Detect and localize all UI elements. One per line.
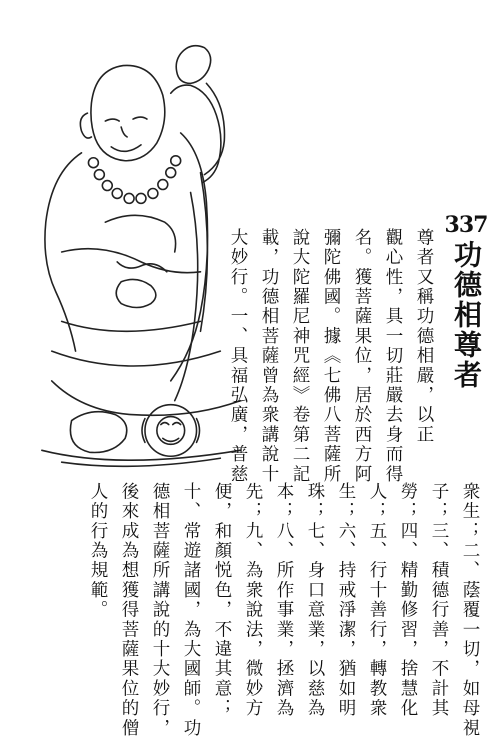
text-column: 生；六、持戒淨潔，猶如明 — [336, 482, 356, 719]
text-column: 說大陀羅尼神咒經》卷第二記 — [290, 228, 310, 485]
text-column: 後來成為想獲得菩薩果位的僧 — [119, 482, 139, 739]
text-column: 德相菩薩所講說的十大妙行， — [150, 482, 170, 739]
entry-number: 337 — [444, 212, 488, 238]
text-column: 大妙行。一、具福弘廣，普慈 — [228, 228, 248, 485]
text-column: 便，和顏悦色，不違其意； — [212, 482, 232, 719]
entry-name: 功德相尊者 — [450, 240, 483, 390]
legs — [52, 381, 240, 415]
base — [42, 450, 240, 460]
text-column: 珠；七、身口意業，以慈為 — [305, 482, 325, 719]
arhat-illustration — [22, 22, 260, 474]
text-column: 人；五、行十善行，轉教衆 — [367, 482, 387, 719]
text-column: 本；八、所作事業，拯濟為 — [274, 482, 294, 719]
text-column: 尊者又稱功德相嚴，以正 — [414, 228, 434, 445]
text-column: 勞；四、精勤修習，捨慧化 — [398, 482, 418, 719]
text-column: 彌陀佛國。據《七佛八菩薩所 — [321, 228, 341, 485]
text-column: 載，功德相菩薩曾為衆講說十 — [259, 228, 279, 485]
raised-hand — [176, 46, 210, 84]
text-column: 人的行為規範。 — [88, 482, 108, 620]
lowered-hand — [116, 279, 156, 307]
text-column: 十、常遊諸國，為大國師。功 — [181, 482, 201, 739]
entry-title — [444, 212, 488, 390]
text-column: 名。獲菩薩果位，居於西方阿 — [352, 228, 372, 485]
text-column: 先；九、為衆說法，微妙方 — [243, 482, 263, 719]
text-column: 衆生；二、蔭覆一切，如母視 — [460, 482, 480, 739]
bead-necklace — [88, 156, 180, 204]
head — [91, 65, 165, 160]
text-column: 觀心性，具一切莊嚴去身而得 — [383, 228, 403, 485]
text-column: 子；三、積德行善，不計其 — [429, 482, 449, 719]
ear — [80, 113, 91, 138]
